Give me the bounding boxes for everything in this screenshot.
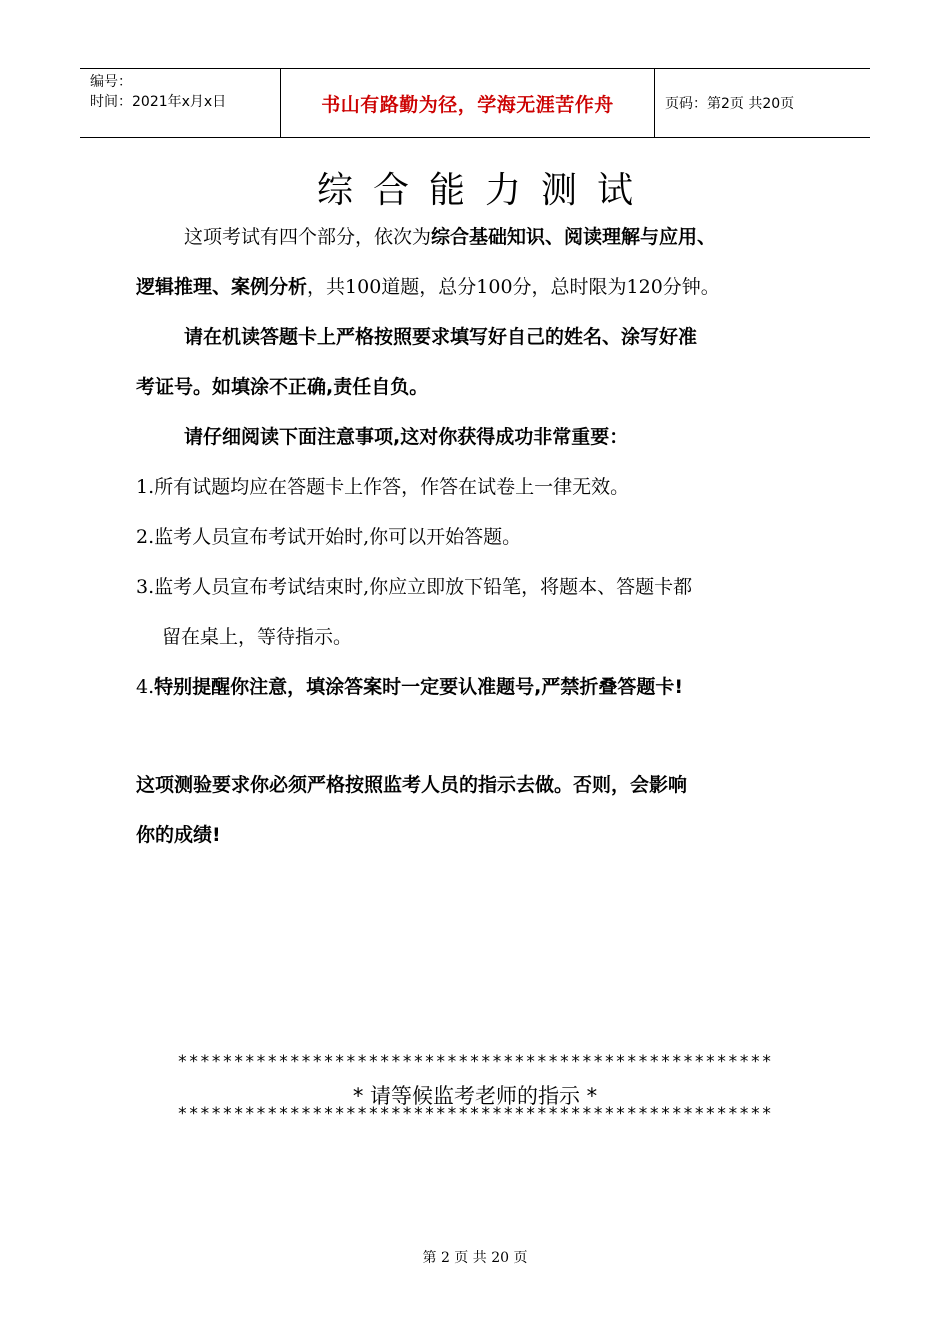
rule-4 (136, 672, 683, 699)
header-table (80, 68, 870, 138)
header-left-cell (80, 69, 281, 137)
intro-text-2a: 逻辑推理、案例分析 (136, 276, 308, 298)
read-notice: 请仔细阅读下面注意事项,这对你获得成功非常重要： (184, 426, 629, 448)
intro-text-1b: 综合基础知识、阅读理解与应用、 (431, 226, 717, 248)
banner-stars-top: ***************************************************** (177, 1052, 773, 1072)
header-motto-cell (281, 69, 655, 137)
intro-line-1 (184, 222, 716, 249)
warning-line-2: 你的成绩! (136, 824, 221, 846)
rule-1: 1.所有试题均应在答题卡上作答，作答在试卷上一律无效。 (136, 476, 630, 498)
card-notice-line-1: 请在机读答题卡上严格按照要求填写好自己的姓名、涂写好准 (184, 326, 698, 348)
document-title: 综合能力测试 (316, 170, 653, 211)
rule-2: 2.监考人员宣布考试开始时,你可以开始答题。 (136, 526, 522, 548)
intro-text-2b: ，共100道题，总分100分，总时限为120分钟。 (307, 276, 720, 298)
card-notice-line-2: 考证号。如填涂不正确,责任自负。 (136, 376, 429, 398)
number-label: 编号： (90, 74, 132, 90)
rule-3-line-1: 3.监考人员宣布考试结束时,你应立即放下铅笔，将题本、答题卡都 (136, 576, 693, 598)
intro-text-1a: 这项考试有四个部分，依次为 (184, 226, 432, 248)
warning-line-1: 这项测验要求你必须严格按照监考人员的指示去做。否则，会影响 (136, 774, 688, 796)
page-footer: 第 2 页 共 20 页 (422, 1250, 528, 1266)
motto: 书山有路勤为径，学海无涯苦作舟 (321, 93, 614, 116)
time-label: 时间：2021年x月x日 (90, 94, 227, 110)
header-page-cell (655, 69, 870, 137)
intro-line-2 (136, 272, 720, 299)
page-info: 页码：第2页 共20页 (665, 96, 795, 112)
rule-4-text: 特别提醒你注意，填涂答案时一定要认准题号,严禁折叠答题卡! (154, 676, 684, 698)
banner-stars-bottom: ***************************************************** (177, 1104, 773, 1124)
rule-4-number: 4. (136, 676, 155, 698)
banner-text: * 请等候监考老师的指示 * (352, 1084, 598, 1108)
rule-3-line-2: 留在桌上，等待指示。 (162, 626, 353, 648)
